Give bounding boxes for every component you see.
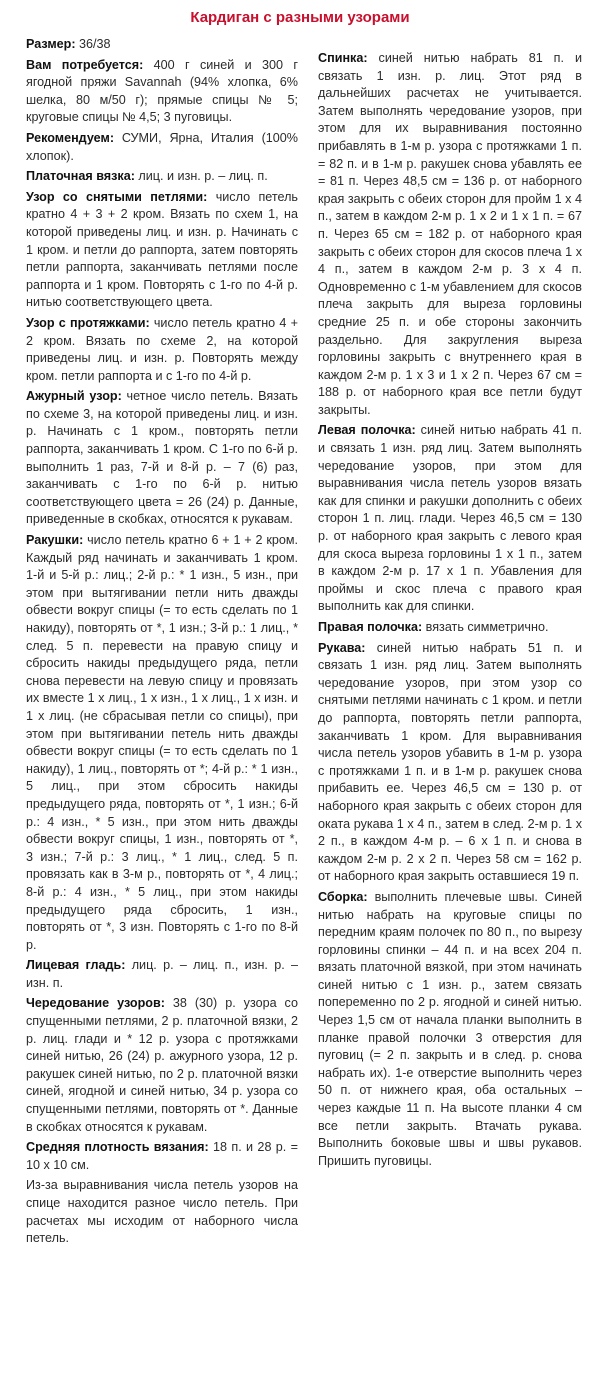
section-text: выполнить плечевые швы. Синей нитью набрать на круговые спицы по передним краям полочек по 80 п., по вырезу горловины спинки – 44 п. и на всех 204 п. вязать платочной вязкой, при этом начинать синей нитью с 1 изн. р., затем связать попеременно по 2 р. ягодной и синей нитью. Через 1,5 см от начала планки выполнить в планке правой полочки 3 отверстия для пуговиц (= 2 п. закрыть и в след. р. снова набрать их). 1-е отверстие выполнить через 50 п. от нижнего края, оба остальных – через каждые 11 п. На высоте планки 4 см все петли закрыть. Втачать рукава. Выполнить боковые швы и швы рукавов. Пришить пуговицы.: [318, 889, 582, 1168]
section-shells: [26, 532, 298, 954]
section-text: синей нитью набрать 81 п. и связать 1 изн. р. лиц. Этот ряд в дальнейших расчетах не учитывается. Затем выполнять чередование узоров, при этом для их выравнивания постоянно прибавлять в 1-м р. узора с протяжками 1 п. = 82 п. и в 1-м р. ракушек снова убавлять ее = 81 п. Через 48,5 см = 136 р. от наборного края закрыть с обеих сторон для пройм 1 х 4 п., затем в каждом 2-м р. 1 х 2 и 1 х 1 п. = 67 п. Через 65 см = 182 р. от наборного края закрыть с обеих сторон для скосов плеча 1 х 4 п., затем в каждом 2-м р. 3 х 4 п. Одновременно с 1-м убавлением для скосов плеча закрыть для выреза горловины средние 25 п. и обе стороны закончить раздельно. Для закругления выреза горловины закрыть с внутреннего края в каждом 2-м р. 1 х 3 и 1 х 2 п. Через 67 см = 188 р. от наборного края все петли будут закрыты.: [318, 51, 582, 417]
section-text: лиц. р. – лиц. п., изн. р. – изн. п.: [26, 958, 298, 990]
section-heading: Рукава:: [318, 640, 366, 655]
section-heading: Лицевая гладь:: [26, 958, 126, 973]
section-text: число петель кратно 4 + 3 + 2 кром. Вязать по схем 1, на которой приведены лиц. и изн. р. Начинать с 1 кром. и петли до раппорта, затем повторять петли раппорта, заканчивать петлями после раппорта и 1 кром. Повторять с 1-го по 4-й р. нитью соответствующего цвета.: [26, 189, 298, 310]
section-heading: Сборка:: [318, 889, 368, 904]
section-heading: Рекомендуем:: [26, 130, 115, 145]
section-text: синей нитью набрать 51 п. и связать 1 изн. ряд лиц. Затем выполнять чередование узоров, при этом узор со снятыми петлями начинать с 1 кром. и петли до раппорта, повторять петли раппорта, заканчивать 1 кром. Для выравнивания числа петель узоров убавить в 1-м р. узора с протяжками 1 п. и в 1-м р. ракушек снова прибавить ее. Через 46,5 см = 130 р. от наборного края закрыть с обеих сторон для оката рукава 1 х 4 п., затем в след. 2-м р. 1 х 2 п., в каждом 4-м р. – 6 х 1 п. и снова в каждом 2-м р. 2 х 2 п. Через 58 см = 162 р. от наборного края закрыть оставшиеся 19 п.: [318, 640, 582, 884]
page-title: Кардиган с разными узорами: [190, 9, 410, 26]
section-heading: Ракушки:: [26, 533, 84, 548]
section-text: СУМИ, Ярна, Италия (100% хлопок).: [26, 130, 298, 163]
section-text: Из-за выравнивания числа петель узоров на спице находится разное число петель. При расчетах мы исходим от наборного числа петель.: [26, 1178, 298, 1246]
section-lace-pattern: [26, 388, 298, 529]
section-materials: [26, 57, 298, 127]
section-text: 38 (30) р. узора со спущенными петлями, 2 р. платочной вязки, 2 р. лиц. глади и * 12 р. узора с протяжками синей нитью, 26 (24) р. ажурного узора, 12 р. ракушек синей нитью, по 2 р. платочной вязки синей, ягодной и синей нитью, 34 р. узора со спущенными петлями, повторять от *. Данные в скобках относятся к рукавам.: [26, 996, 299, 1134]
right-column: [318, 50, 582, 1173]
section-gauge: [26, 1139, 298, 1174]
section-heading: Средняя плотность вязания:: [26, 1140, 209, 1155]
section-text: 36/38: [75, 37, 111, 51]
section-recommend: [26, 130, 298, 165]
section-heading: Спинка:: [318, 51, 368, 65]
section-stockinette: [26, 957, 298, 992]
section-text: вязать симметрично.: [422, 620, 549, 634]
section-garter-stitch: [26, 168, 298, 186]
section-text: лиц. и изн. р. – лиц. п.: [134, 169, 268, 184]
section-text: четное число петель. Вязать по схеме 3, на которой приведены лиц. и изн. р. Начинать с 1 кром., повторять петли раппорта, заканчивать 1 кром. С 1-го по 6-й р. выполнить 1 раз, 7-й и 8-й р. – 7 (6) раз, заканчивать с 1-го по 6-й р. нитью соответствующего цвета = 26 (24) р. Данные, приведенные в скобках, относятся к рукавам.: [26, 389, 298, 527]
section-heading: Чередование узоров:: [26, 996, 165, 1011]
section-heading: Ажурный узор:: [26, 389, 122, 404]
section-heading: Узор с протяжками:: [26, 315, 150, 330]
section-sleeves: [318, 640, 582, 886]
section-heading: Размер:: [26, 37, 76, 51]
left-column: [26, 36, 298, 1251]
section-heading: Платочная вязка:: [26, 169, 135, 184]
section-text: число петель кратно 4 + 2 кром. Вязать по схеме 2, на которой приведены лиц. и изн. р. Повторять между кром. петли раппорта и с 1-го по 4-й р.: [26, 315, 298, 383]
section-note: [26, 1177, 298, 1247]
section-heading: Вам потребуется:: [26, 57, 144, 72]
section-slip-stitch-pattern: [26, 189, 298, 312]
section-back: [318, 50, 582, 419]
section-heading: Узор со снятыми петлями:: [26, 189, 208, 204]
section-heading: Правая полочка:: [318, 620, 423, 634]
section-pattern-sequence: [26, 995, 298, 1136]
section-text: число петель кратно 6 + 1 + 2 кром. Каждый ряд начинать и заканчивать 1 кром. 1-й и 5-й р.: лиц.; 2-й р.: * 1 изн., 5 изн., при этом при вытягивании петли нить дважды обвести вокруг спицы (= то есть сделать по 1 накиду), повторять от *, 1 изн.; 3-й р.: 1 лиц., * след. 5 п. перевести на правую спицу и сбросить накиды предыдущего ряда, петли снова перевести на левую спицу и провязать их вместе 1 х лиц., 1 х изн., 1 х лиц., 1 х изн. и 1 х лиц. (не сбрасывая петли со спицы), при этом при вытягивании петель нить дважды обвести вокруг спицы (= то есть сделать по 1 накиду), 1 лиц., повторять от *; 4-й р.: * 1 изн., 5 лиц., при этом сбросить накиды предыдущего ряда, повторять от *, 1 изн.; 6-й р.: 4 изн., * 5 изн., при этом нить дважды обвести вокруг спицы, 1 изн., повторять от *, 3 изн.; 7-й р.: 3 лиц., * 1 лиц., след. 5 п. провязать как в 3-м р., повторять от *, 4 лиц.; 8-й р.: 4 изн., * 5 лиц., при этом накиды предыдущего ряда сбросить, 1 изн., повторять от *, 3 изн. Повторять с 1-го по 8-й р.: [26, 533, 298, 952]
section-right-front: [318, 619, 582, 637]
section-text: 400 г синей и 300 г ягодной пряжи Savannah (94% хлопка, 6% шелка, 80 м/50 г); прямые спицы № 5; круговые спицы № 4,5; 3 пуговицы.: [26, 57, 298, 125]
section-heading: Левая полочка:: [318, 423, 416, 438]
section-size: [26, 36, 298, 54]
section-text: синей нитью набрать 41 п. и связать 1 изн. ряд лиц. Затем выполнять чередование узоров, при этом для выравнивания числа петель узоров вязать как для спинки и ракушки дополнить с обеих сторон 1 п. лиц. глади. Через 46,5 см = 130 р. от наборного края закрыть с левого края для скоса выреза горловины 1 х 1 п., затем в каждом 2-м р. 17 х 1 п. Убавления для проймы и скос плеча с правого края выполнить как для спинки.: [318, 423, 582, 614]
section-text: 18 п. и 28 р. = 10 х 10 см.: [26, 1140, 298, 1172]
section-left-front: [318, 422, 582, 616]
section-assembly: [318, 889, 582, 1171]
section-strand-pattern: [26, 315, 298, 385]
